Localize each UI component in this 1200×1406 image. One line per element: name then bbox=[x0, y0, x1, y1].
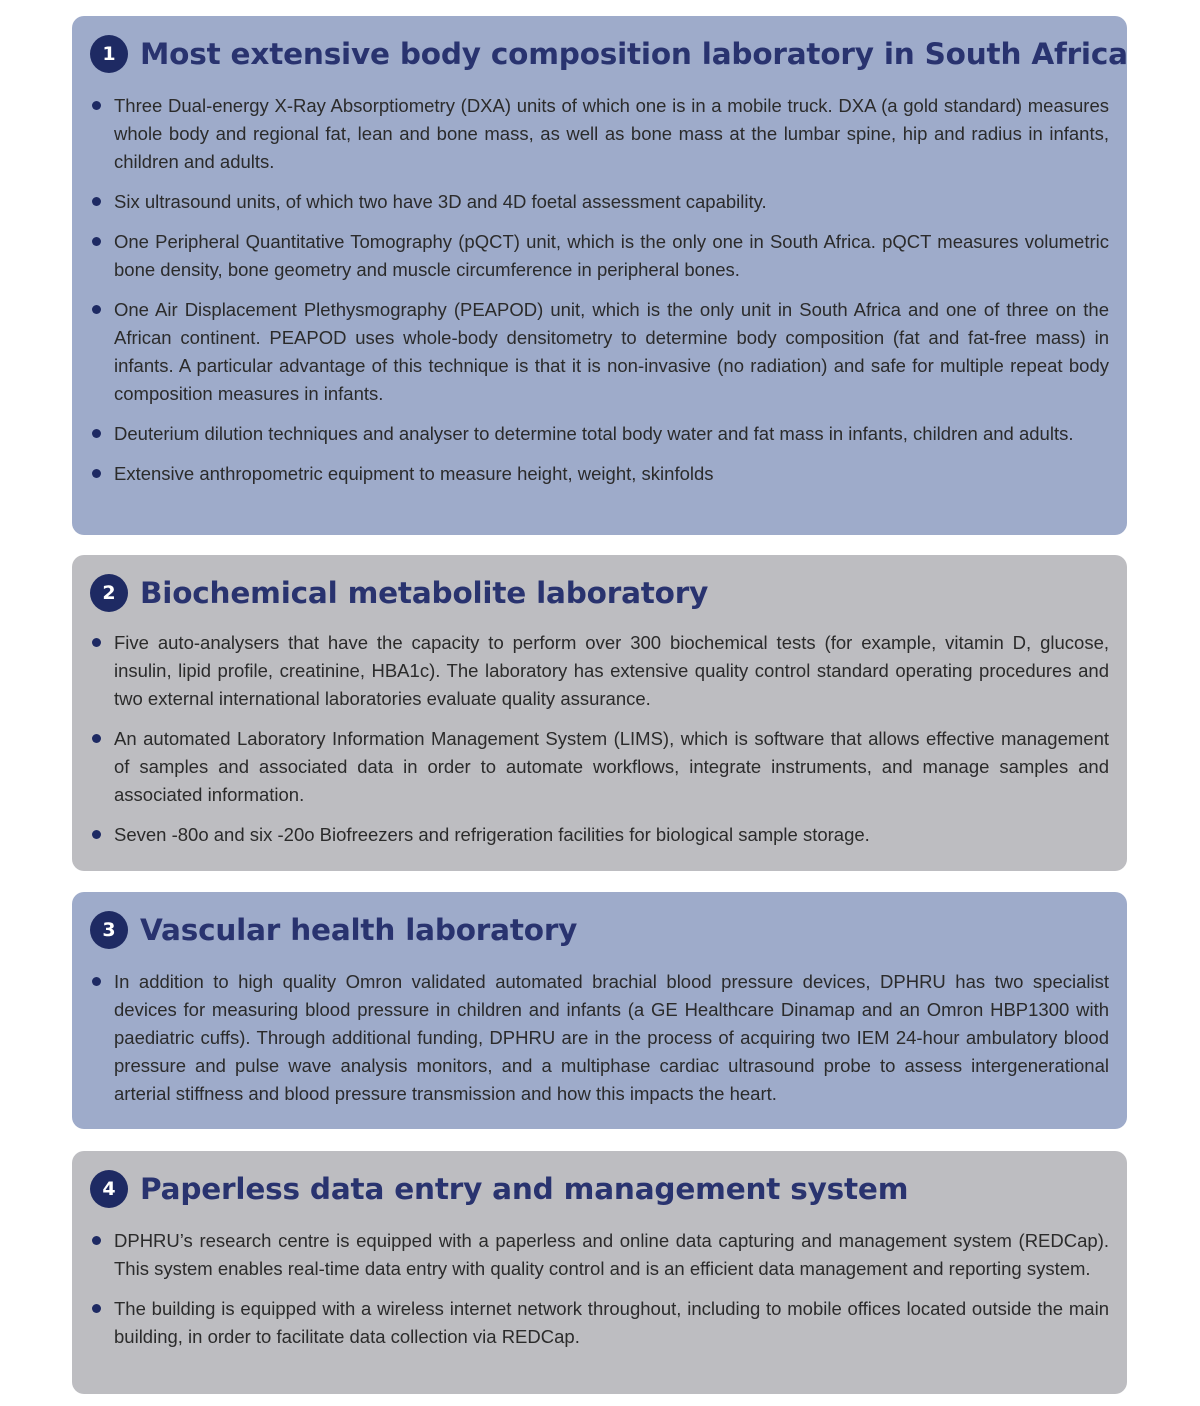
bullet-icon bbox=[92, 734, 101, 743]
list-item: An automated Laboratory Information Management System (LIMS), which is software that allows effective management of samples and associated data in order to automate workflows, integrate instruments, and manage samples and associated information. bbox=[90, 725, 1109, 809]
section-header bbox=[90, 910, 577, 950]
list-item: One Air Displacement Plethysmography (PEAPOD) unit, which is the only unit in South Africa and one of three on the African continent. PEAPOD uses whole-body densitometry to determine body composition (fat and fat-free mass) in infants. A particular advantage of this technique is that it is non-invasive (no radiation) and safe for multiple repeat body composition measures in infants. bbox=[90, 296, 1109, 408]
section-body-composition bbox=[72, 16, 1127, 535]
section-title: Paperless data entry and management system bbox=[140, 1172, 909, 1206]
bullet-icon bbox=[92, 1236, 101, 1245]
section-number-badge: 2 bbox=[90, 574, 128, 612]
section-item-list bbox=[90, 968, 1109, 1120]
section-header bbox=[90, 573, 708, 613]
list-item: Five auto-analysers that have the capacity to perform over 300 biochemical tests (for example, vitamin D, glucose, insulin, lipid profile, creatinine, HBA1c). The laboratory has extensive quality control standard operating procedures and two external international laboratories evaluate quality assurance. bbox=[90, 629, 1109, 713]
bullet-icon bbox=[92, 830, 101, 839]
section-title: Biochemical metabolite laboratory bbox=[140, 576, 709, 610]
list-item: In addition to high quality Omron validated automated brachial blood pressure devices, DPHRU has two specialist devices for measuring blood pressure in children and infants (a GE Healthcare Dinamap and an Omron HBP1300 with paediatric cuffs). Through additional funding, DPHRU are in the process of acquiring two IEM 24-hour ambulatory blood pressure and pulse wave analysis monitors, and a multiphase cardiac ultrasound probe to assess intergenerational arterial stiffness and blood pressure transmission and how this impacts the heart. bbox=[90, 968, 1109, 1108]
list-item: The building is equipped with a wireless internet network throughout, including to mobile offices located outside the main building, in order to facilitate data collection via REDCap. bbox=[90, 1295, 1109, 1351]
list-item: DPHRU’s research centre is equipped with a paperless and online data capturing and management system (REDCap). This system enables real-time data entry with quality control and is an efficient data management and reporting system. bbox=[90, 1227, 1109, 1283]
list-item: Extensive anthropometric equipment to measure height, weight, skinfolds bbox=[90, 460, 1109, 488]
bullet-icon bbox=[92, 469, 101, 478]
bullet-icon bbox=[92, 197, 101, 206]
bullet-icon bbox=[92, 977, 101, 986]
section-paperless bbox=[72, 1151, 1127, 1394]
section-number-badge: 1 bbox=[90, 35, 128, 73]
bullet-icon bbox=[92, 1304, 101, 1313]
section-number-badge: 4 bbox=[90, 1170, 128, 1208]
bullet-icon bbox=[92, 305, 101, 314]
list-item: Seven -80o and six -20o Biofreezers and refrigeration facilities for biological sample storage. bbox=[90, 821, 1109, 849]
bullet-icon bbox=[92, 429, 101, 438]
section-title: Vascular health laboratory bbox=[140, 913, 578, 947]
list-item: One Peripheral Quantitative Tomography (pQCT) unit, which is the only one in South Africa. pQCT measures volumetric bone density, bone geometry and muscle circumference in peripheral bones. bbox=[90, 228, 1109, 284]
section-item-list bbox=[90, 1227, 1109, 1363]
list-item: Six ultrasound units, of which two have 3D and 4D foetal assessment capability. bbox=[90, 188, 1109, 216]
section-header bbox=[90, 34, 1128, 74]
section-vascular bbox=[72, 892, 1127, 1129]
bullet-icon bbox=[92, 101, 101, 110]
list-item: Three Dual-energy X-Ray Absorptiometry (DXA) units of which one is in a mobile truck. DXA (a gold standard) measures whole body and regional fat, lean and bone mass, as well as bone mass at the lumbar spine, hip and radius in infants, children and adults. bbox=[90, 92, 1109, 176]
section-header bbox=[90, 1169, 908, 1209]
list-item: Deuterium dilution techniques and analyser to determine total body water and fat mass in infants, children and adults. bbox=[90, 420, 1109, 448]
section-title: Most extensive body composition laboratory in South Africa bbox=[140, 37, 1128, 71]
section-number-badge: 3 bbox=[90, 911, 128, 949]
bullet-icon bbox=[92, 237, 101, 246]
section-item-list bbox=[90, 629, 1109, 861]
section-biochemical bbox=[72, 555, 1127, 871]
bullet-icon bbox=[92, 638, 101, 647]
section-item-list bbox=[90, 92, 1109, 500]
